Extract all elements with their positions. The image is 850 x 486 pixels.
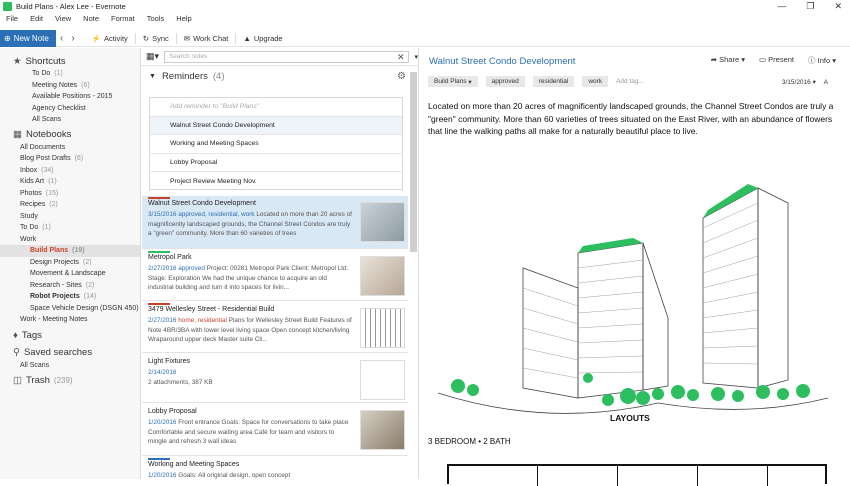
date-selector[interactable]: 3/15/2016 ▾ A [781,79,828,86]
floor-plan-drawing [447,464,827,484]
note-editor [420,48,850,479]
view-options-icon[interactable]: ▦▾ [146,51,160,61]
notebook-label: Work [20,235,37,243]
note-thumbnail [360,410,405,450]
shortcut-label: To Do [32,70,51,78]
trash-icon: ◫ [13,374,22,386]
note-title: Light Fixtures [148,358,191,365]
notebook-label: Research - Sites [30,281,82,289]
menu-help[interactable]: Help [176,14,192,23]
search-dropdown-icon[interactable]: ▾ [414,53,418,61]
gear-icon[interactable]: ⚙ [397,70,406,82]
note-snippet [148,418,354,456]
notebook-count: (2) [83,258,92,266]
note-color-bar [148,458,170,460]
note-snippet [148,316,354,354]
note-snippet-text: Goals: All original design, open concept [178,472,291,479]
upgrade-icon: ▲ [243,33,251,43]
notebook-label: Robot Projects [30,293,80,301]
note-date: 3/15/2016 [148,211,177,218]
trash-header[interactable] [0,373,140,387]
present-icon: ▭ [758,55,767,64]
notebook-count: (19) [72,247,85,255]
chat-icon: ✉ [183,33,191,43]
floor-plan-wall [537,466,538,486]
reminders-header[interactable] [141,66,418,86]
saved-search-item[interactable] [0,360,140,372]
notebook-count: (15) [45,189,59,197]
shortcut-item[interactable] [0,103,140,115]
notebook-label: Recipes [20,201,46,209]
menu-note[interactable]: Note [83,14,99,23]
note-card[interactable] [142,354,408,403]
notebook-label: To Do [20,224,39,232]
notebook-label: Movement & Landscape [30,270,106,278]
sync-icon: ↻ [142,33,150,43]
note-snippet-text: Located on more than 20 acres of magnificently landscaped grounds, the Channel Street Condos are truly a "green" community. More than 60 varieties of trees [148,211,352,237]
notebook-item[interactable] [0,199,140,211]
note-card[interactable] [142,404,408,456]
restore-icon[interactable]: ❐ [806,1,815,11]
window-title: Build Plans - Alex Lee - Evernote [16,2,126,11]
shortcut-item[interactable] [0,114,140,126]
font-size-icon[interactable]: A [823,79,828,86]
notebook-item[interactable] [0,257,140,269]
notebook-item[interactable] [0,176,140,188]
note-snippet [148,368,354,406]
reminders-label: Reminders [161,70,208,82]
new-note-button[interactable] [0,30,56,47]
note-card[interactable] [142,196,408,249]
shortcut-item[interactable] [0,80,140,92]
bedroom-subheading: 3 BEDROOM • 2 BATH [428,437,511,446]
notebook-label: Build Plans [30,247,69,255]
tag-chip[interactable]: residential [533,76,575,87]
tags-label: Tags [21,330,42,341]
notebook-count: (1) [48,178,57,186]
floor-plan-wall [617,466,618,486]
notebook-count: (2) [49,201,58,209]
reminder-item[interactable]: Lobby Proposal [150,154,402,173]
note-tags: approved [178,265,205,272]
tags-header[interactable] [0,329,140,343]
notebook-stack-work[interactable] [0,234,140,246]
note-snippet [148,210,354,248]
note-title: Metropol Park [148,254,192,261]
notebooks-header[interactable] [0,128,140,142]
note-title: 3479 Wellesley Street - Residential Build [148,306,275,313]
notebook-label: Photos [20,189,42,197]
saved-search-label: All Scans [20,361,50,369]
share-label: Share [719,55,740,64]
notebook-item[interactable] [0,153,140,165]
notebook-label: All Documents [20,143,66,151]
menu-bar [0,14,198,26]
notebook-count: (1) [42,224,51,232]
notebook-selector[interactable]: Build Plans ▾ [428,76,478,87]
new-note-label: New Note [13,33,49,43]
shortcut-label: All Scans [32,116,62,124]
note-snippet-text: Front entrance Goals: Space for conversations to take place Comfortable and secure waiting area Café for team and visitors to mingle and refresh 3 wall ideas [148,419,349,445]
reminders-list [149,97,403,190]
note-title: Working and Meeting Spaces [148,461,240,468]
forward-arrow-icon[interactable]: › [71,32,75,44]
add-tag-input[interactable]: Add tag... [616,78,644,85]
tag-row [428,76,644,87]
present-label: Present [768,55,795,64]
search-placeholder: Search notes [169,53,208,60]
menu-view[interactable]: View [55,14,72,23]
green-roof [703,184,758,218]
close-icon[interactable]: ✕ [834,1,842,11]
activity-button[interactable] [85,33,136,44]
editor-actions [711,55,836,66]
shortcut-item[interactable] [0,91,140,103]
notebook-label: Space Vehicle Design (DSGN 450) [30,304,139,312]
activity-label: Activity [104,33,128,43]
notebook-label: Inbox [20,166,38,174]
evernote-app-icon [3,2,12,11]
note-title: Lobby Proposal [148,408,197,415]
notebook-count: (2) [85,281,95,289]
notebook-item[interactable] [0,291,140,303]
menu-tools[interactable]: Tools [146,14,165,23]
window-controls [777,1,842,12]
building-right-tower [703,188,758,388]
collapse-icon[interactable]: ▼ [149,72,156,80]
info-icon: ⓘ [808,56,816,65]
present-button[interactable] [759,55,794,66]
notebook-label: Kids Art [20,178,45,186]
info-label: Info [817,56,831,65]
note-date: 1/20/2016 [148,472,177,479]
green-roof [578,238,643,253]
clear-search-icon[interactable]: ✕ [396,51,405,62]
notebook-count: (34) [41,166,54,174]
note-body-text[interactable]: Located on more than 20 acres of magnificently landscaped grounds, the Channel Street Condos are truly a "green" community. More than 60 varieties of trees situated on the East River, with an abundance of flowers that line the walking paths all make for a naturally beautiful place to live. [428,101,834,136]
search-input[interactable] [164,51,409,63]
note-snippet [148,264,354,302]
notebook-count: (6) [74,155,84,163]
menu-file[interactable]: File [6,14,19,23]
note-tags: approved, residential, work [178,211,255,218]
notebook-count: (14) [83,293,97,301]
shortcut-label: Meeting Notes [32,81,78,89]
plus-icon: ⊕ [4,33,11,43]
note-title-field[interactable]: Walnut Street Condo Development [429,56,576,67]
saved-searches-label: Saved searches [23,347,93,358]
floor-plan-wall [697,466,698,486]
note-snippet-text: 2 attachments, 387 KB [148,378,213,386]
note-date: 1/20/2016 [148,419,177,426]
minimize-icon[interactable]: — [777,1,787,11]
work-chat-button[interactable] [177,33,237,44]
note-thumbnail [360,256,405,296]
notebook-label: Work - Meeting Notes [20,316,88,324]
share-button[interactable]: ➦ Share ▾ [710,55,745,64]
notebook-item[interactable] [0,303,140,315]
layouts-heading: LAYOUTS [610,413,650,423]
note-snippet-text: Project: 00281 Metropol Park Client: Metropol Ltd. Stage: Exploration We had the unique chance to acquire an old industrial building and turn it into spaces for livin... [148,265,349,291]
shortcut-count: (6) [81,81,90,89]
notebook-item-build-plans[interactable] [0,245,140,257]
floor-plan-wall [767,466,768,486]
notebooks-label: Notebooks [25,129,72,140]
reminder-item[interactable]: Project Review Meeting Nov. [170,177,257,185]
reminder-item[interactable]: Working and Meeting Spaces [150,135,402,154]
reminder-item[interactable]: Walnut Street Condo Development [150,117,402,136]
note-title: Walnut Street Condo Development [148,200,256,207]
shortcuts-header[interactable] [0,54,140,68]
notebook-label: Design Projects [30,258,80,266]
menu-edit[interactable]: Edit [30,14,44,23]
notebook-item[interactable] [0,268,140,280]
notebook-item[interactable] [0,188,140,200]
notebook-item[interactable] [0,280,140,292]
notebook-item[interactable] [0,211,140,223]
menu-format[interactable]: Format [111,14,135,23]
shortcut-count: (1) [54,70,63,78]
notebook-label: Study [20,212,38,220]
note-thumbnail [360,360,405,400]
add-reminder-input[interactable]: Add reminder to "Build Plans" [150,98,402,117]
note-card[interactable] [142,302,408,353]
notebook-label: Blog Post Drafts [20,155,71,163]
trash-count: (239) [53,375,73,385]
search-icon: ⚲ [13,347,20,358]
note-date: 2/27/2016 [148,317,177,324]
title-bar [0,0,850,13]
notebook-item[interactable] [0,222,140,234]
notebook-item[interactable] [0,314,140,326]
date-label: 3/15/2016 [781,79,811,86]
note-date: 2/27/2016 [148,265,177,272]
notebook-selector-label: Build Plans [434,78,467,85]
note-color-bar [148,251,170,253]
note-tags: home, residential [178,317,227,324]
note-thumbnail [360,202,405,242]
shortcut-label: Agency Checklist [32,104,86,112]
tag-chip[interactable]: approved [486,76,525,87]
building-left-wing [523,268,578,398]
note-list-scrollbar[interactable] [410,72,417,252]
notebook-item[interactable] [0,165,140,177]
note-card[interactable] [142,250,408,301]
note-date: 2/14/2016 [148,369,177,376]
toolbar [0,30,850,47]
shortcut-item[interactable] [0,68,140,80]
info-button[interactable]: ⓘ Info ▾ [808,56,836,65]
sync-button[interactable] [136,33,177,44]
note-color-bar [148,303,170,305]
note-card[interactable] [142,457,408,479]
note-snippet [148,471,354,481]
notebook-item[interactable] [0,142,140,154]
building-sketch-image [428,148,838,438]
note-snippet-text: Plans for Wellesley Street Build Features of Note 4BR/3BA with lower level living space Open concept kitchen/living Wraparound upper deck Master suite Cli... [148,317,352,343]
star-icon: ★ [13,55,22,67]
tag-icon: ♦ [13,330,18,341]
tag-chip[interactable]: work [582,76,608,87]
notebook-icon: ▦ [13,129,22,140]
work-chat-label: Work Chat [193,33,229,43]
note-color-bar [148,197,170,199]
upgrade-button[interactable] [236,33,289,44]
building-right-side [758,188,788,388]
shortcuts-label: Shortcuts [25,55,66,67]
share-icon: ➦ [710,55,718,64]
trash-label: Trash [25,374,50,386]
shortcut-label: Available Positions - 2015 [32,93,113,101]
note-thumbnail [360,308,405,348]
back-arrow-icon[interactable]: ‹ [60,32,64,44]
sync-label: Sync [152,33,169,43]
building-center-side [643,243,668,390]
reminders-count: (4) [212,70,225,82]
sidebar [0,48,141,479]
activity-icon: ⚡ [91,33,102,43]
saved-searches-header[interactable] [0,346,140,360]
search-row [141,48,418,66]
upgrade-label: Upgrade [253,33,283,43]
